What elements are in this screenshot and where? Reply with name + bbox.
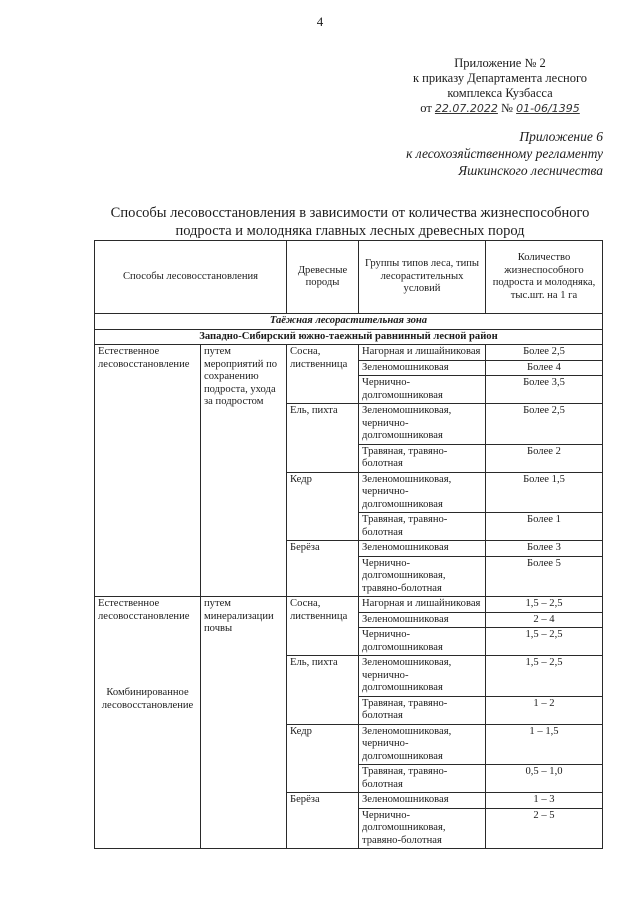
method-cell: Естественное лесовосстановление xyxy=(95,345,201,597)
type-cell: Зеленомошниковая xyxy=(359,541,486,557)
type-cell: Травяная, травяно-болотная xyxy=(359,696,486,724)
table-header-row xyxy=(95,241,603,314)
value-cell: Более 2 xyxy=(486,444,603,472)
measure-cell: путем мероприятий по сохранению подроста, ухода за подростом xyxy=(201,345,287,597)
value-cell: Более 1 xyxy=(486,513,603,541)
species-cell-spruce: Ель, пихта xyxy=(287,656,359,725)
value-cell: Более 3,5 xyxy=(486,376,603,404)
value-cell: Более 2,5 xyxy=(486,404,603,445)
species-cell-birch: Берёза xyxy=(287,541,359,597)
appendix-regulation-line2: к лесохозяйственному регламенту xyxy=(406,146,603,161)
page-number: 4 xyxy=(316,14,324,29)
type-cell: Зеленомошниковая, чернично-долгомошниковая xyxy=(359,472,486,513)
document-title xyxy=(70,204,630,240)
appendix-order-line3: комплекса Кузбасса xyxy=(447,86,553,100)
value-cell: 1,5 – 2,5 xyxy=(486,656,603,697)
type-cell: Чернично-долгомошниковая, травяно-болотная xyxy=(359,808,486,849)
value-cell: Более 4 xyxy=(486,360,603,376)
type-cell: Чернично-долгомошниковая, травяно-болотная xyxy=(359,556,486,597)
header-species: Древесные породы xyxy=(287,241,359,314)
measure-cell: путем минерализации почвы xyxy=(201,597,287,849)
reforestation-table xyxy=(94,240,603,849)
header-method: Способы лесовосстановления xyxy=(95,241,287,314)
type-cell: Нагорная и лишайниковая xyxy=(359,597,486,613)
header-forest-types: Группы типов леса, типы лесорастительных условий xyxy=(359,241,486,314)
number-prefix: № xyxy=(501,101,513,115)
type-cell: Чернично-долгомошниковая xyxy=(359,628,486,656)
table-row xyxy=(95,345,603,361)
value-cell: Более 2,5 xyxy=(486,345,603,361)
appendix-order-date-line xyxy=(395,101,605,116)
region-cell: Западно-Сибирский южно-таежный равнинный лесной район xyxy=(95,329,603,345)
value-cell: 1,5 – 2,5 xyxy=(486,628,603,656)
method-cell-combined xyxy=(95,597,201,849)
value-cell: 0,5 – 1,0 xyxy=(486,765,603,793)
method-spacer xyxy=(98,623,197,687)
value-cell: 2 – 5 xyxy=(486,808,603,849)
type-cell: Зеленомошниковая xyxy=(359,360,486,376)
value-cell: 1 – 2 xyxy=(486,696,603,724)
value-cell: Более 3 xyxy=(486,541,603,557)
type-cell: Травяная, травяно-болотная xyxy=(359,513,486,541)
zone-row xyxy=(95,314,603,330)
header-quantity: Количество жизнеспособного подроста и молодняка, тыс.шт. на 1 га xyxy=(486,241,603,314)
document-title-line1: Способы лесовосстановления в зависимости от количества жизнеспособного xyxy=(110,205,590,221)
appendix-regulation-header xyxy=(330,128,603,179)
value-cell: Более 1,5 xyxy=(486,472,603,513)
value-cell: 1,5 – 2,5 xyxy=(486,597,603,613)
appendix-order-line1: Приложение № 2 xyxy=(454,56,546,70)
table-row xyxy=(95,597,603,613)
appendix-regulation-line1: Приложение 6 xyxy=(519,129,603,144)
value-cell: 2 – 4 xyxy=(486,612,603,628)
type-cell: Зеленомошниковая xyxy=(359,612,486,628)
region-row xyxy=(95,329,603,345)
type-cell: Зеленомошниковая xyxy=(359,793,486,809)
method-combined: Комбинированное лесовосстановление xyxy=(101,687,194,711)
species-cell-cedar: Кедр xyxy=(287,724,359,793)
species-cell-pine: Сосна, лиственница xyxy=(287,597,359,656)
appendix-order-line2: к приказу Департамента лесного xyxy=(412,71,588,85)
value-cell: 1 – 3 xyxy=(486,793,603,809)
document-title-line2: подроста и молодняка главных лесных древесных пород xyxy=(175,223,525,239)
species-cell-cedar: Кедр xyxy=(287,472,359,541)
appendix-regulation-line3: Яшкинского лесничества xyxy=(458,163,603,178)
type-cell: Чернично-долгомошниковая xyxy=(359,376,486,404)
handwritten-number: 01-06/1395 xyxy=(516,102,580,115)
species-cell-pine: Сосна, лиственница xyxy=(287,345,359,404)
type-cell: Травяная, травяно-болотная xyxy=(359,765,486,793)
value-cell: Более 5 xyxy=(486,556,603,597)
type-cell: Зеленомошниковая, чернично-долгомошниковая xyxy=(359,724,486,765)
zone-cell: Таёжная лесорастительная зона xyxy=(95,314,603,330)
type-cell: Зеленомошниковая, чернично-долгомошниковая xyxy=(359,404,486,445)
handwritten-date: 22.07.2022 xyxy=(434,102,498,115)
method-natural: Естественное лесовосстановление xyxy=(98,598,190,622)
date-prefix: от xyxy=(420,101,432,115)
appendix-order-header xyxy=(395,56,605,116)
type-cell: Травяная, травяно-болотная xyxy=(359,444,486,472)
value-cell: 1 – 1,5 xyxy=(486,724,603,765)
type-cell: Нагорная и лишайниковая xyxy=(359,345,486,361)
species-cell-birch: Берёза xyxy=(287,793,359,849)
type-cell: Зеленомошниковая, чернично-долгомошниковая xyxy=(359,656,486,697)
species-cell-spruce: Ель, пихта xyxy=(287,404,359,473)
